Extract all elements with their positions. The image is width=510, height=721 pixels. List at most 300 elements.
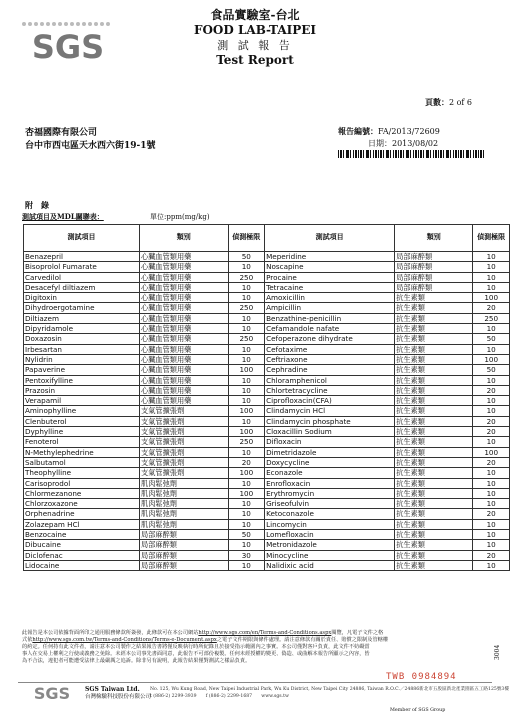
table-row: [24, 416, 510, 426]
detection-limit: 100: [228, 406, 265, 416]
barcode-bar: [415, 150, 417, 158]
category: 支氣管擴張劑: [140, 468, 228, 478]
test-item: Bisoprolol Fumarate: [24, 262, 140, 272]
category: 心臟血管類用藥: [140, 252, 228, 262]
barcode-bar: [403, 150, 404, 158]
detection-limit: 10: [228, 293, 265, 303]
table-row: [24, 385, 510, 395]
table-row: [24, 252, 510, 262]
test-item: Cloxacillin Sodium: [265, 427, 395, 437]
test-item: Ampicillin: [265, 303, 395, 313]
detection-limit: 100: [228, 488, 265, 498]
barcode-bar: [400, 150, 402, 158]
test-item: Econazole: [265, 468, 395, 478]
test-item: Cephradine: [265, 365, 395, 375]
test-item: Amoxicillin: [265, 293, 395, 303]
col-header: 類別: [395, 225, 473, 252]
test-item: Dimetridazole: [265, 447, 395, 457]
client-block: [25, 127, 156, 153]
category: 心臟血管類用藥: [140, 262, 228, 272]
test-item: Fenoterol: [24, 437, 140, 447]
table-row: [24, 344, 510, 354]
report-title-cn: 測 試 報 告: [217, 39, 293, 52]
test-item: Salbutamol: [24, 457, 140, 467]
detection-limit: 10: [473, 375, 510, 385]
category: 抗生素類: [395, 488, 473, 498]
test-item: Dyphylline: [24, 427, 140, 437]
test-item: Benzathine-penicillin: [265, 313, 395, 323]
client-name: 杏福國際有限公司: [25, 128, 98, 138]
barcode-bar: [418, 150, 419, 158]
detection-limit: 10: [473, 530, 510, 540]
sgs-logo: [18, 18, 118, 64]
detection-limit: 20: [473, 550, 510, 560]
barcode-bar: [386, 150, 389, 158]
detection-limit: 10: [473, 272, 510, 282]
table-row: [24, 396, 510, 406]
detection-limit: 50: [228, 530, 265, 540]
test-item: Procaine: [265, 272, 395, 282]
category: 局部麻醉類: [395, 262, 473, 272]
detection-limit: 100: [228, 468, 265, 478]
category: 心臟血管類用藥: [140, 282, 228, 292]
category: 抗生素類: [395, 334, 473, 344]
table-row: [24, 282, 510, 292]
test-item: Metronidazole: [265, 540, 395, 550]
category: 心臟血管類用藥: [140, 293, 228, 303]
detection-limit: 10: [473, 468, 510, 478]
barcode-bar: [413, 150, 414, 158]
test-item: Nylidrin: [24, 354, 140, 364]
terms-link[interactable]: http://www.sgs.com/en/Terms-and-Conditions.aspx: [198, 630, 332, 636]
category: 抗生素類: [395, 303, 473, 313]
table-row: [24, 499, 510, 509]
category: 心臟血管類用藥: [140, 365, 228, 375]
category: 支氣管擴張劑: [140, 447, 228, 457]
col-header: 類別: [140, 225, 228, 252]
barcode-bar: [366, 150, 369, 158]
test-item: Lincomycin: [265, 519, 395, 529]
barcode-bar: [406, 150, 409, 158]
table-row: [24, 313, 510, 323]
barcode-bar: [346, 150, 349, 158]
category: 抗生素類: [395, 468, 473, 478]
category: 抗生素類: [395, 540, 473, 550]
detection-limit: 20: [228, 457, 265, 467]
table-row: [24, 354, 510, 364]
test-item: Griseofulvin: [265, 499, 395, 509]
category: 抗生素類: [395, 396, 473, 406]
test-item: Benzocaine: [24, 530, 140, 540]
test-item: Carvedilol: [24, 272, 140, 282]
category: 支氣管擴張劑: [140, 406, 228, 416]
barcode-bar: [483, 150, 484, 158]
lab-name-cn: 食品實驗室-台北: [210, 8, 300, 22]
detection-limit: 50: [228, 252, 265, 262]
table-row: [24, 447, 510, 457]
col-header: 偵測極限: [228, 225, 265, 252]
category: 支氣管擴張劑: [140, 427, 228, 437]
table-row: [24, 427, 510, 437]
detection-limit: 10: [228, 313, 265, 323]
test-item: Aminophylline: [24, 406, 140, 416]
test-item: Enrofloxacin: [265, 478, 395, 488]
detection-limit: 100: [473, 354, 510, 364]
detection-limit: 10: [473, 560, 510, 570]
category: 心臟血管類用藥: [140, 272, 228, 282]
category: 抗生素類: [395, 457, 473, 467]
test-item: Prazosin: [24, 385, 140, 395]
detection-limit: 10: [473, 519, 510, 529]
table-row: [24, 519, 510, 529]
category: 抗生素類: [395, 509, 473, 519]
page-number: 頁數：2 of 6: [424, 97, 472, 107]
barcode-bar: [480, 150, 482, 158]
detection-limit: 100: [228, 427, 265, 437]
test-item: Carisoprodol: [24, 478, 140, 488]
category: 抗生素類: [395, 324, 473, 334]
barcode-bar: [380, 150, 382, 158]
category: 心臟血管類用藥: [140, 313, 228, 323]
barcode-bar: [458, 150, 459, 158]
test-item: Dipyridamole: [24, 324, 140, 334]
category: 肌肉鬆弛劑: [140, 488, 228, 498]
test-item: Chlorzoxazone: [24, 499, 140, 509]
test-item: Tetracaine: [265, 282, 395, 292]
test-item: N-Methylephedrine: [24, 447, 140, 457]
detection-limit: 10: [228, 478, 265, 488]
barcode-bar: [350, 150, 351, 158]
test-item: Benazepril: [24, 252, 140, 262]
detection-limit: 10: [473, 406, 510, 416]
test-item: Verapamil: [24, 396, 140, 406]
detection-limit: 30: [228, 550, 265, 560]
category: 肌肉鬆弛劑: [140, 509, 228, 519]
footer-address: No. 125, Wu Kung Road, New Taipei Industrial Park, Wu Ku District, New Taipei City 24886, Taiwan R.O.C.／24886新北市五股區新北產業園區五工路125號3樓 t (886-2) 2299-3939 f (886-2) 2299-1687 www.sgs.tw: [150, 687, 509, 699]
category: 抗生素類: [395, 499, 473, 509]
test-item: Lomefloxacin: [265, 530, 395, 540]
test-item: Dihydroergotamine: [24, 303, 140, 313]
barcode-bar: [450, 150, 451, 158]
category: 抗生素類: [395, 416, 473, 426]
detection-limit: 10: [228, 354, 265, 364]
barcode-bar: [426, 150, 429, 158]
detection-limit: 10: [228, 375, 265, 385]
table-row: [24, 560, 510, 570]
category: 支氣管擴張劑: [140, 416, 228, 426]
detection-limit: 10: [228, 262, 265, 272]
test-item: Nalidixic acid: [265, 560, 395, 570]
barcode-bar: [358, 150, 359, 158]
category: 抗生素類: [395, 365, 473, 375]
category: 抗生素類: [395, 354, 473, 364]
category: 局部麻醉類: [140, 560, 228, 570]
barcode-bar: [438, 150, 439, 158]
detection-limit: 10: [228, 385, 265, 395]
test-item: Minocycline: [265, 550, 395, 560]
e-document-terms-link[interactable]: http://www.sgs.com.tw/Terms-and-Conditions/Terms-e-Document.aspx: [32, 637, 217, 643]
table-header-row: [24, 225, 510, 252]
detection-limit: 250: [228, 272, 265, 282]
category: 抗生素類: [395, 560, 473, 570]
test-item: Theophylline: [24, 468, 140, 478]
table-row: [24, 488, 510, 498]
detection-limit: 100: [473, 447, 510, 457]
barcode-bar: [453, 150, 454, 158]
detection-limit: 10: [228, 416, 265, 426]
test-item: Cefoperazone dihydrate: [265, 334, 395, 344]
test-item: Ketoconazole: [265, 509, 395, 519]
detection-limit: 10: [228, 519, 265, 529]
table-row: [24, 457, 510, 467]
test-item: Irbesartan: [24, 344, 140, 354]
barcode-bar: [340, 150, 342, 158]
sgs-small-logo: [26, 684, 78, 702]
category: 抗生素類: [395, 478, 473, 488]
test-item: Diltiazem: [24, 313, 140, 323]
test-item: Orphenadrine: [24, 509, 140, 519]
detection-limit: 250: [228, 437, 265, 447]
test-item: Pentoxifylline: [24, 375, 140, 385]
test-item: Clenbuterol: [24, 416, 140, 426]
table-row: [24, 365, 510, 375]
barcode-bar: [466, 150, 469, 158]
barcode-bar: [455, 150, 457, 158]
detection-limit: 10: [473, 499, 510, 509]
detection-limit: 10: [228, 499, 265, 509]
test-item: Doxazosin: [24, 334, 140, 344]
detection-limit: 20: [473, 509, 510, 519]
report-header: [175, 8, 335, 68]
barcode-bar: [473, 150, 474, 158]
barcode-bar: [355, 150, 357, 158]
barcode-bar: [393, 150, 394, 158]
barcode-bar: [430, 150, 431, 158]
category: 肌肉鬆弛劑: [140, 519, 228, 529]
detection-limit: 20: [473, 457, 510, 467]
test-item: Ceftriaxone: [265, 354, 395, 364]
category: 抗生素類: [395, 550, 473, 560]
detection-limit: 10: [228, 540, 265, 550]
detection-limit: 10: [228, 282, 265, 292]
detection-limit: 10: [473, 540, 510, 550]
table-row: [24, 437, 510, 447]
test-item: Chlormezanone: [24, 488, 140, 498]
svg-text:SGS: SGS: [33, 684, 71, 702]
table-row: [24, 262, 510, 272]
test-item: Dibucaine: [24, 540, 140, 550]
category: 支氣管擴張劑: [140, 457, 228, 467]
barcode-bar: [435, 150, 437, 158]
category: 抗生素類: [395, 427, 473, 437]
detection-limit: 10: [473, 488, 510, 498]
barcode-bar: [383, 150, 384, 158]
barcode-bar: [440, 150, 442, 158]
detection-limit: 100: [473, 293, 510, 303]
lab-name-en: FOOD LAB-TAIPEI: [193, 23, 317, 37]
table-row: [24, 324, 510, 334]
detection-limit: 20: [473, 303, 510, 313]
category: 心臟血管類用藥: [140, 324, 228, 334]
barcode-bar: [423, 150, 424, 158]
table-row: [24, 303, 510, 313]
barcode-bar: [360, 150, 362, 158]
category: 抗生素類: [395, 385, 473, 395]
test-item: Chlortetracycline: [265, 385, 395, 395]
barcode-bar: [363, 150, 364, 158]
detection-limit: 20: [473, 416, 510, 426]
detection-limit: 50: [473, 334, 510, 344]
unit-label: 單位:ppm(mg/kg): [150, 213, 210, 221]
test-item: Meperidine: [265, 252, 395, 262]
detection-limit: 100: [228, 365, 265, 375]
category: 抗生素類: [395, 519, 473, 529]
barcode-bar: [446, 150, 449, 158]
barcode-bar: [433, 150, 434, 158]
detection-limit: 10: [473, 478, 510, 488]
detection-limit: 10: [228, 509, 265, 519]
barcode-bar: [398, 150, 399, 158]
annex-title: 附 錄: [25, 200, 49, 210]
test-item: Digitoxin: [24, 293, 140, 303]
test-item: Clindamycin phosphate: [265, 416, 395, 426]
category: 抗生素類: [395, 437, 473, 447]
report-number: FA/2013/72609: [378, 127, 440, 136]
table-row: [24, 550, 510, 560]
category: 心臟血管類用藥: [140, 375, 228, 385]
test-item: Doxycycline: [265, 457, 395, 467]
test-item: Lidocaine: [24, 560, 140, 570]
footer-company: SGS Taiwan Ltd. 台灣檢驗科技股份有限公司: [85, 686, 152, 700]
category: 局部麻醉類: [140, 550, 228, 560]
test-item: Difloxacin: [265, 437, 395, 447]
category: 心臟血管類用藥: [140, 334, 228, 344]
table-row: [24, 540, 510, 550]
category: 抗生素類: [395, 530, 473, 540]
report-info: 報告編號：FA/2013/72609 日期：2013/08/02: [338, 126, 440, 148]
detection-limit: 10: [473, 282, 510, 292]
test-item: Desacefyl diltiazem: [24, 282, 140, 292]
test-item: Cefamandole nafate: [265, 324, 395, 334]
category: 心臟血管類用藥: [140, 385, 228, 395]
barcode-bar: [373, 150, 374, 158]
barcode-bar: [375, 150, 377, 158]
table-row: [24, 530, 510, 540]
barcode-bar: [343, 150, 344, 158]
barcode-bar: [370, 150, 371, 158]
category: 抗生素類: [395, 344, 473, 354]
footer-divider: [18, 682, 492, 683]
category: 抗生素類: [395, 447, 473, 457]
category: 肌肉鬆弛劑: [140, 478, 228, 488]
test-item: Ciprofloxacin(CFA): [265, 396, 395, 406]
category: 心臟血管類用藥: [140, 344, 228, 354]
barcode: [338, 150, 484, 158]
detection-limit: 10: [228, 324, 265, 334]
category: 局部麻醉類: [395, 252, 473, 262]
mdl-table: [23, 224, 510, 571]
detection-limit: 10: [228, 344, 265, 354]
col-header: 偵測極限: [473, 225, 510, 252]
test-item: Cefotaxime: [265, 344, 395, 354]
barcode-bar: [443, 150, 444, 158]
detection-limit: 10: [228, 447, 265, 457]
detection-limit: 10: [473, 252, 510, 262]
member-text: Member of SGS Group: [390, 708, 446, 713]
serial-number: TWB 0984894: [386, 672, 457, 682]
barcode-bar: [463, 150, 464, 158]
detection-limit: 10: [473, 324, 510, 334]
category: 心臟血管類用藥: [140, 396, 228, 406]
table-row: [24, 334, 510, 344]
side-code: 3004: [494, 644, 501, 660]
detection-limit: 10: [473, 437, 510, 447]
barcode-bar: [475, 150, 477, 158]
table-row: [24, 406, 510, 416]
category: 抗生素類: [395, 406, 473, 416]
category: 支氣管擴張劑: [140, 437, 228, 447]
detection-limit: 10: [473, 344, 510, 354]
barcode-bar: [395, 150, 397, 158]
test-item: Noscapine: [265, 262, 395, 272]
table-subtitle: 測試項目及MDL關聯表：: [22, 212, 104, 221]
category: 抗生素類: [395, 375, 473, 385]
table-row: [24, 272, 510, 282]
test-item: Clindamycin HCl: [265, 406, 395, 416]
barcode-bar: [470, 150, 471, 158]
client-address: 台中市西屯區天水西六街19-1號: [25, 141, 156, 151]
detection-limit: 10: [228, 560, 265, 570]
detection-limit: 10: [228, 396, 265, 406]
category: 抗生素類: [395, 293, 473, 303]
col-header: 測試項目: [265, 225, 395, 252]
detection-limit: 250: [473, 313, 510, 323]
table-row: [24, 478, 510, 488]
test-item: Diclofenac: [24, 550, 140, 560]
barcode-bar: [378, 150, 379, 158]
barcode-bar: [460, 150, 462, 158]
category: 局部麻醉類: [140, 530, 228, 540]
barcode-bar: [420, 150, 422, 158]
table-row: [24, 468, 510, 478]
barcode-bar: [410, 150, 411, 158]
category: 局部麻醉類: [140, 540, 228, 550]
footer-disclaimer: 此報告是本公司依據背面所印之通用服務條款所簽發，此條款可在本公司網站http://www.sgs.com/en/Terms-and-Conditions.aspx閱覽，凡電子文件之格 式依http://www.sgs.com.tw/Terms-and-Conditions/Terms-e-Document.aspx之電子文件期限與條件處理。請注意條款有關於責任、賠償之限制及管轄權 的約定。任何持有此文件者，請注意本公司製作之結果報告書將僅反映執行時所紀錄且於接受指示範圍內之事實。本公司僅對客戶負責，此文件不妨礙當 事人在交易上權利之行使或義務之免除。未經本公司事先書面同意，此報告不可部份複製。任何未經授權的變更、偽造、或曲解本報告所顯示之內容，皆 為不合法，違犯者可能遭受法律上最嚴厲之追訴。除非另有說明，此報告結果僅對測試之樣品負責。: [22, 630, 389, 664]
test-item: Papaverine: [24, 365, 140, 375]
test-item: Zolazepam HCl: [24, 519, 140, 529]
detection-limit: 250: [228, 334, 265, 344]
test-item: Chloramphenicol: [265, 375, 395, 385]
table-row: [24, 509, 510, 519]
report-date: 2013/08/02: [392, 139, 439, 148]
category: 局部麻醉類: [395, 272, 473, 282]
detection-limit: 20: [473, 427, 510, 437]
test-item: Erythromycin: [265, 488, 395, 498]
barcode-bar: [390, 150, 391, 158]
barcode-bar: [478, 150, 479, 158]
report-title-en: Test Report: [216, 53, 294, 67]
barcode-bar: [353, 150, 354, 158]
detection-limit: 20: [473, 385, 510, 395]
category: 心臟血管類用藥: [140, 354, 228, 364]
category: 局部麻醉類: [395, 282, 473, 292]
detection-limit: 250: [228, 303, 265, 313]
col-header: 測試項目: [24, 225, 140, 252]
detection-limit: 10: [473, 396, 510, 406]
table-row: [24, 375, 510, 385]
svg-text:SGS: SGS: [31, 28, 105, 64]
table-row: [24, 293, 510, 303]
